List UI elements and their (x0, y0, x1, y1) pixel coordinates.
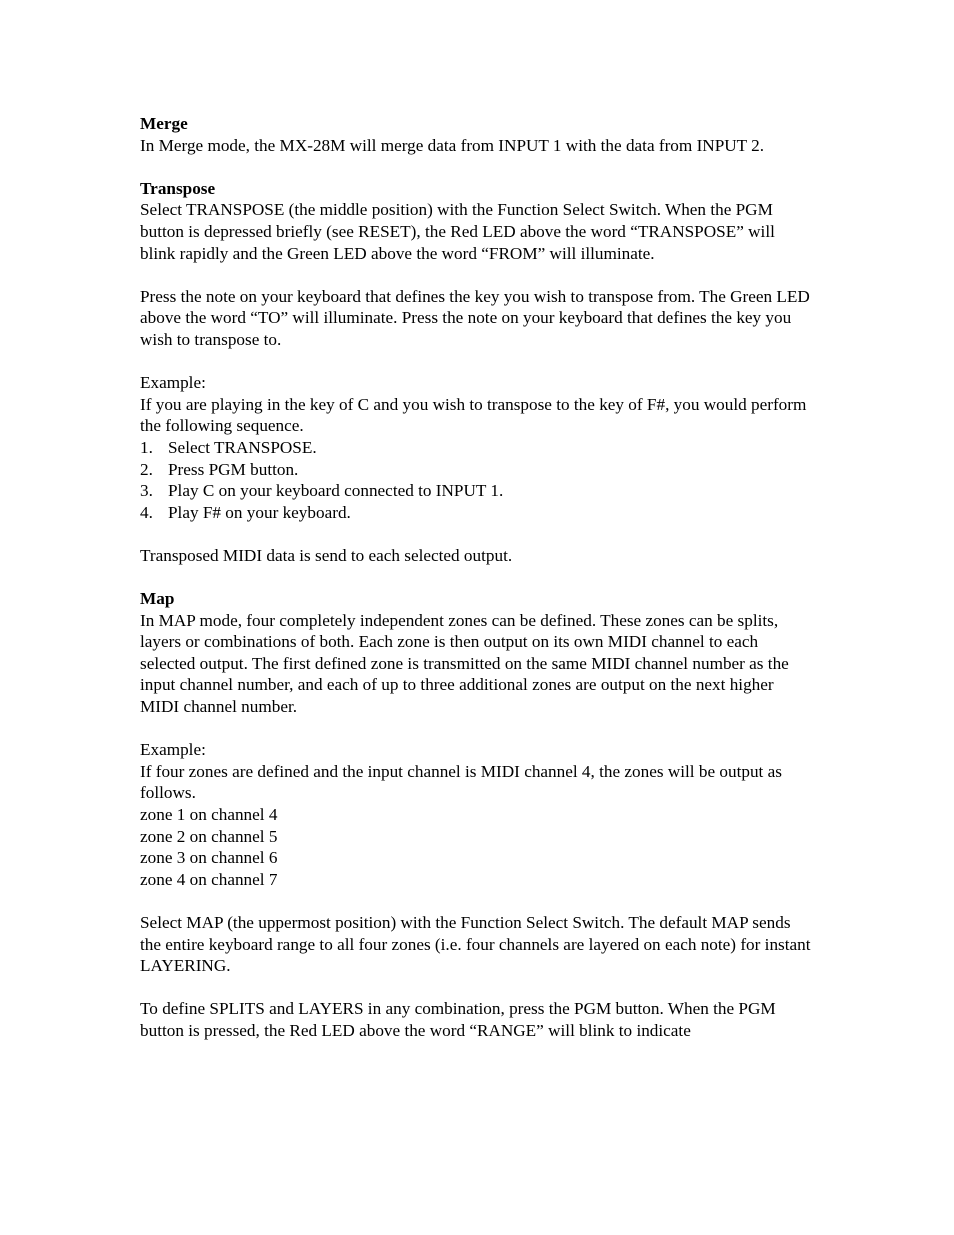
map-example-intro: If four zones are defined and the input channel is MIDI channel 4, the zones will be output as follows. (140, 761, 782, 803)
map-paragraph-3: To define SPLITS and LAYERS in any combination, press the PGM button. When the PGM button is pressed, the Red LED above the word “RANGE” will blink to indicate (140, 999, 776, 1040)
spacer (140, 351, 812, 373)
transpose-example-intro: If you are playing in the key of C and you wish to transpose to the key of F#, you would perform the following sequence. (140, 394, 807, 436)
step-number: 1. (140, 437, 153, 457)
zone-line: zone 1 on channel 4 (140, 805, 278, 824)
zone-line: zone 2 on channel 5 (140, 826, 278, 846)
step-text: Press PGM button. (168, 459, 299, 479)
map-paragraph-2: Select MAP (the uppermost position) with the Function Select Switch. The default MAP sends the entire keyboard range to all four zones (i.e. four channels are layered on each note) for instant LAYERING. (140, 912, 811, 976)
step-number: 4. (140, 502, 153, 522)
list-item (140, 459, 812, 481)
transpose-heading: Transpose (140, 178, 216, 198)
spacer (140, 890, 812, 912)
step-number: 3. (140, 481, 153, 501)
transpose-example-label: Example: (140, 373, 206, 393)
step-text: Play C on your keyboard connected to INPUT 1. (168, 481, 504, 501)
document-page (140, 113, 812, 1042)
spacer (140, 156, 812, 178)
list-item (140, 480, 812, 502)
list-item (140, 437, 812, 459)
step-number: 2. (140, 459, 153, 479)
merge-heading: Merge (140, 114, 188, 133)
spacer (140, 977, 812, 999)
merge-body: In Merge mode, the MX-28M will merge data from INPUT 1 with the data from INPUT 2. (140, 135, 765, 155)
step-text: Play F# on your keyboard. (168, 502, 351, 522)
list-item (140, 502, 812, 524)
map-heading: Map (140, 589, 175, 609)
transpose-steps-list (140, 437, 812, 523)
transpose-paragraph-2: Press the note on your keyboard that defines the key you wish to transpose from. The Green LED above the word “TO” will illuminate. Press the note on your keyboard that defines the key you wish to transpose to. (140, 286, 810, 349)
transpose-closing: Transposed MIDI data is send to each selected output. (140, 545, 513, 565)
zone-line: zone 4 on channel 7 (140, 869, 278, 889)
map-example-label: Example: (140, 740, 206, 760)
step-text: Select TRANSPOSE. (168, 437, 317, 457)
spacer (140, 523, 812, 545)
spacer (140, 566, 812, 588)
spacer (140, 718, 812, 740)
spacer (140, 264, 812, 286)
transpose-paragraph-1: Select TRANSPOSE (the middle position) with the Function Select Switch. When the PGM button is depressed briefly (see RESET), the Red LED above the word “TRANSPOSE” will blink rapidly and the Green LED above the word “FROM” will illuminate. (140, 200, 775, 263)
map-paragraph-1: In MAP mode, four completely independent zones can be defined. These zones can be splits, layers or combinations of both. Each zone is then output on its own MIDI channel to each selected output. The first defined zone is transmitted on the same MIDI channel number as the input channel number, and each of up to three additional zones are output on the next higher MIDI channel number. (140, 610, 789, 717)
zone-line: zone 3 on channel 6 (140, 848, 278, 868)
